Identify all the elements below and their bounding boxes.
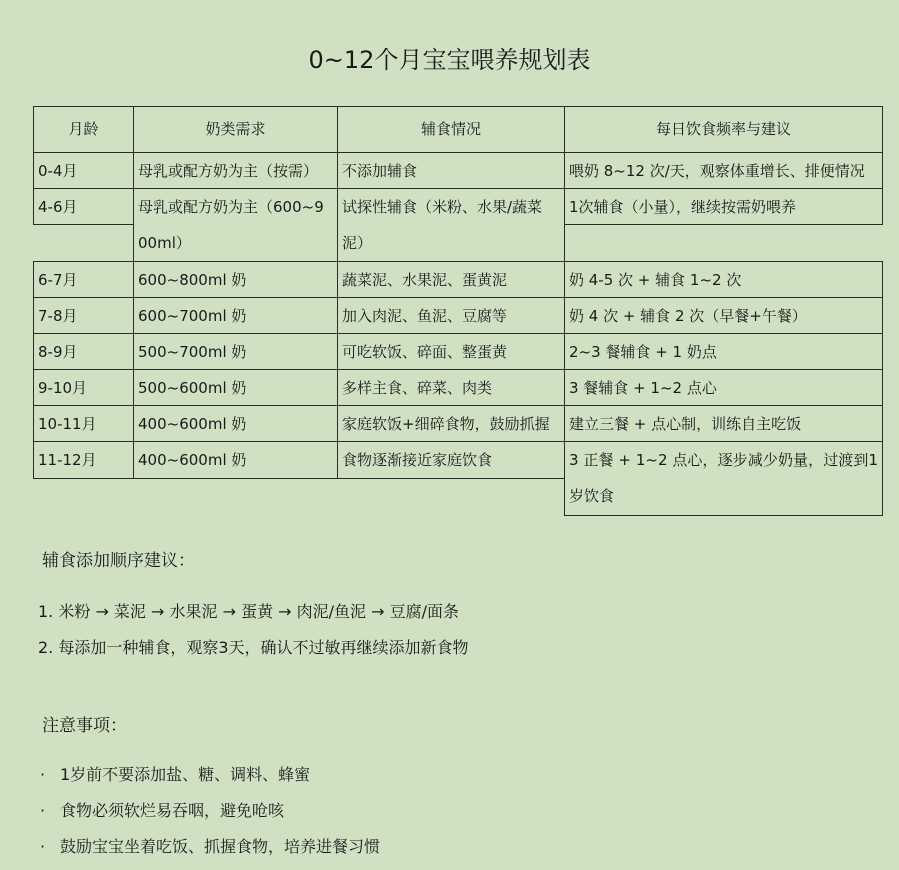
table-cell-food: 蔬菜泥、水果泥、蛋黄泥: [337, 261, 565, 298]
table-cell-age: 4-6月: [33, 188, 134, 225]
table-cell-food: 试探性辅食（米粉、水果/蔬菜泥）: [337, 188, 565, 262]
table-cell-age: 11-12月: [33, 441, 134, 479]
table-cell-food: 食物逐渐接近家庭饮食: [337, 441, 565, 479]
table-cell-advice: 喂奶 8~12 次/天，观察体重增长、排便情况: [564, 152, 883, 189]
table-cell-milk: 500~600ml 奶: [133, 369, 338, 406]
header-age: 月龄: [33, 106, 134, 153]
table-cell-food: 家庭软饭+细碎食物，鼓励抓握: [337, 405, 565, 442]
table-cell-advice: 建立三餐 + 点心制，训练自主吃饭: [564, 405, 883, 442]
table-cell-age: 6-7月: [33, 261, 134, 298]
table-cell-milk: 400~600ml 奶: [133, 405, 338, 442]
sequence-item: 2. 每添加一种辅食，观察3天，确认不过敏再继续添加新食物: [38, 638, 469, 657]
notes-item: [40, 834, 380, 857]
table-cell-age: 9-10月: [33, 369, 134, 406]
sequence-heading: 辅食添加顺序建议：: [42, 551, 195, 571]
table-cell-food: 加入肉泥、鱼泥、豆腐等: [337, 297, 565, 334]
notes-item: [40, 798, 284, 821]
table-cell-advice: 3 餐辅食 + 1~2 点心: [564, 369, 883, 406]
notes-heading: 注意事项：: [42, 716, 127, 736]
bullet-icon: ·: [40, 765, 46, 784]
page-title: 0~12个月宝宝喂养规划表: [308, 46, 591, 74]
header-milk: 奶类需求: [133, 106, 338, 153]
table-cell-age: 0-4月: [33, 152, 134, 189]
sequence-item: 1. 米粉 → 菜泥 → 水果泥 → 蛋黄 → 肉泥/鱼泥 → 豆腐/面条: [38, 602, 460, 621]
notes-item: [40, 762, 310, 785]
table-cell-age: 8-9月: [33, 333, 134, 370]
notes-item-text: 鼓励宝宝坐着吃饭、抓握食物，培养进餐习惯: [60, 837, 381, 856]
header-food: 辅食情况: [337, 106, 565, 153]
table-cell-milk: 500~700ml 奶: [133, 333, 338, 370]
table-cell-advice: 奶 4-5 次 + 辅食 1~2 次: [564, 261, 883, 298]
bullet-icon: ·: [40, 837, 46, 856]
table-cell-milk: 600~800ml 奶: [133, 261, 338, 298]
table-cell-age: 10-11月: [33, 405, 134, 442]
table-cell-advice: 1次辅食（小量），继续按需奶喂养: [564, 188, 883, 225]
table-cell-advice: 3 正餐 + 1~2 点心，逐步减少奶量，过渡到1岁饮食: [564, 441, 883, 516]
header-advice: 每日饮食频率与建议: [564, 106, 883, 153]
table-cell-milk: 母乳或配方奶为主（按需）: [133, 152, 338, 189]
table-cell-age: 7-8月: [33, 297, 134, 334]
table-cell-food: 多样主食、碎菜、肉类: [337, 369, 565, 406]
bullet-icon: ·: [40, 801, 46, 820]
notes-item-text: 1岁前不要添加盐、糖、调料、蜂蜜: [60, 765, 311, 784]
table-cell-advice: 奶 4 次 + 辅食 2 次（早餐+午餐）: [564, 297, 883, 334]
table-cell-food: 不添加辅食: [337, 152, 565, 189]
table-cell-food: 可吃软饭、碎面、整蛋黄: [337, 333, 565, 370]
table-cell-milk: 400~600ml 奶: [133, 441, 338, 479]
table-cell-milk: 母乳或配方奶为主（600~900ml）: [133, 188, 338, 262]
table-cell-advice: 2~3 餐辅食 + 1 奶点: [564, 333, 883, 370]
notes-item-text: 食物必须软烂易吞咽，避免呛咳: [60, 801, 285, 820]
table-cell-milk: 600~700ml 奶: [133, 297, 338, 334]
